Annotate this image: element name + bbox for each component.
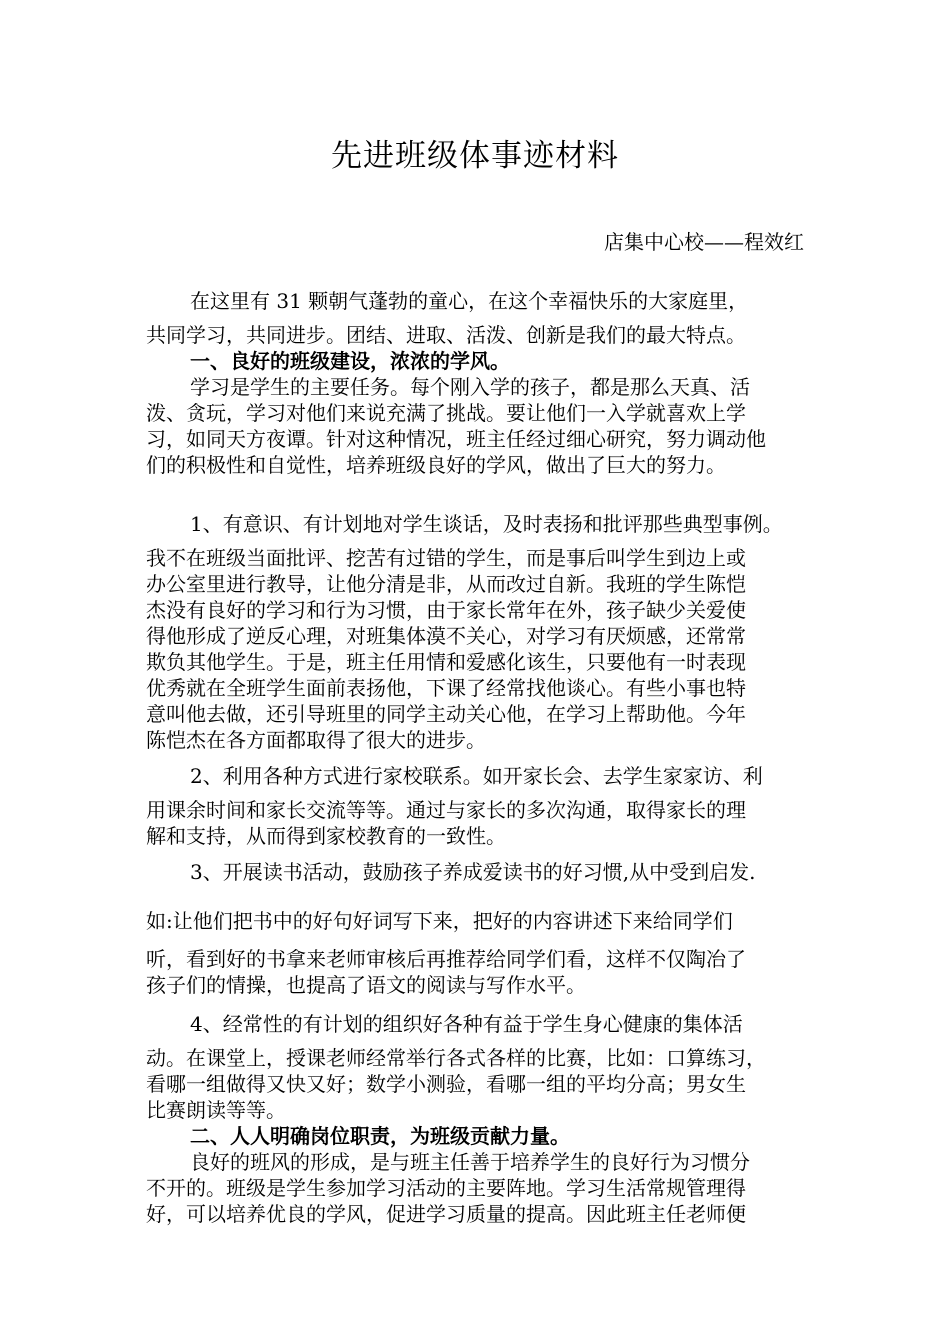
paragraph-line: 办公室里进行教导，让他分清是非，从而改过自新。我班的学生陈恺 xyxy=(146,572,746,596)
paragraph-line: 解和支持，从而得到家校教育的一致性。 xyxy=(146,824,506,848)
paragraph-line: 3、开展读书活动，鼓励孩子养成爱读书的好习惯,从中受到启发. xyxy=(190,860,756,884)
paragraph-line: 比赛朗读等等。 xyxy=(146,1098,286,1122)
paragraph-line: 动。在课堂上，授课老师经常举行各式各样的比赛，比如：口算练习， xyxy=(146,1046,766,1070)
section-heading: 一、良好的班级建设，浓浓的学风。 xyxy=(190,349,510,373)
paragraph-line: 陈恺杰在各方面都取得了很大的进步。 xyxy=(146,728,486,752)
paragraph-line: 良好的班风的形成，是与班主任善于培养学生的良好行为习惯分 xyxy=(190,1150,750,1174)
paragraph-line: 不开的。班级是学生参加学习活动的主要阵地。学习生活常规管理得 xyxy=(146,1176,746,1200)
section-heading: 二、人人明确岗位职责，为班级贡献力量。 xyxy=(190,1124,570,1148)
paragraph-line: 好，可以培养优良的学风，促进学习质量的提高。因此班主任老师便 xyxy=(146,1202,746,1226)
paragraph-line: 用课余时间和家长交流等等。通过与家长的多次沟通，取得家长的理 xyxy=(146,798,746,822)
paragraph-line: 我不在班级当面批评、挖苦有过错的学生，而是事后叫学生到边上或 xyxy=(146,546,746,570)
paragraph-line: 看哪一组做得又快又好；数学小测验，看哪一组的平均分高；男女生 xyxy=(146,1072,746,1096)
paragraph-line: 在这里有 31 颗朝气蓬勃的童心，在这个幸福快乐的大家庭里， xyxy=(190,289,749,313)
author-line: 店集中心校——程效红 xyxy=(604,230,804,254)
paragraph-line: 听，看到好的书拿来老师审核后再推荐给同学们看，这样不仅陶冶了 xyxy=(146,947,746,971)
paragraph-line: 4、经常性的有计划的组织好各种有益于学生身心健康的集体活 xyxy=(190,1012,743,1036)
paragraph-line: 习，如同天方夜谭。针对这种情况，班主任经过细心研究，努力调动他 xyxy=(146,427,766,451)
paragraph-line: 1、有意识、有计划地对学生谈话，及时表扬和批评那些典型事例。 xyxy=(190,512,783,536)
paragraph-line: 优秀就在全班学生面前表扬他，下课了经常找他谈心。有些小事也特 xyxy=(146,676,746,700)
paragraph-line: 们的积极性和自觉性，培养班级良好的学风，做出了巨大的努力。 xyxy=(146,453,726,477)
paragraph-line: 孩子们的情操，也提高了语文的阅读与写作水平。 xyxy=(146,973,586,997)
paragraph-line: 得他形成了逆反心理，对班集体漠不关心，对学习有厌烦感，还常常 xyxy=(146,624,746,648)
paragraph-line: 意叫他去做，还引导班里的同学主动关心他，在学习上帮助他。今年 xyxy=(146,702,746,726)
paragraph-line: 共同学习，共同进步。团结、进取、活泼、创新是我们的最大特点。 xyxy=(146,323,746,347)
paragraph-line: 2、利用各种方式进行家校联系。如开家长会、去学生家家访、利 xyxy=(190,764,763,788)
document-title: 先进班级体事迹材料 xyxy=(331,138,619,174)
paragraph-line: 泼、贪玩，学习对他们来说充满了挑战。要让他们一入学就喜欢上学 xyxy=(146,401,746,425)
paragraph-line: 欺负其他学生。于是，班主任用情和爱感化该生，只要他有一时表现 xyxy=(146,650,746,674)
paragraph-line: 学习是学生的主要任务。每个刚入学的孩子，都是那么天真、活 xyxy=(190,375,750,399)
paragraph-line: 杰没有良好的学习和行为习惯，由于家长常年在外，孩子缺少关爱使 xyxy=(146,598,746,622)
paragraph-line: 如:让他们把书中的好句好词写下来，把好的内容讲述下来给同学们 xyxy=(146,909,733,933)
